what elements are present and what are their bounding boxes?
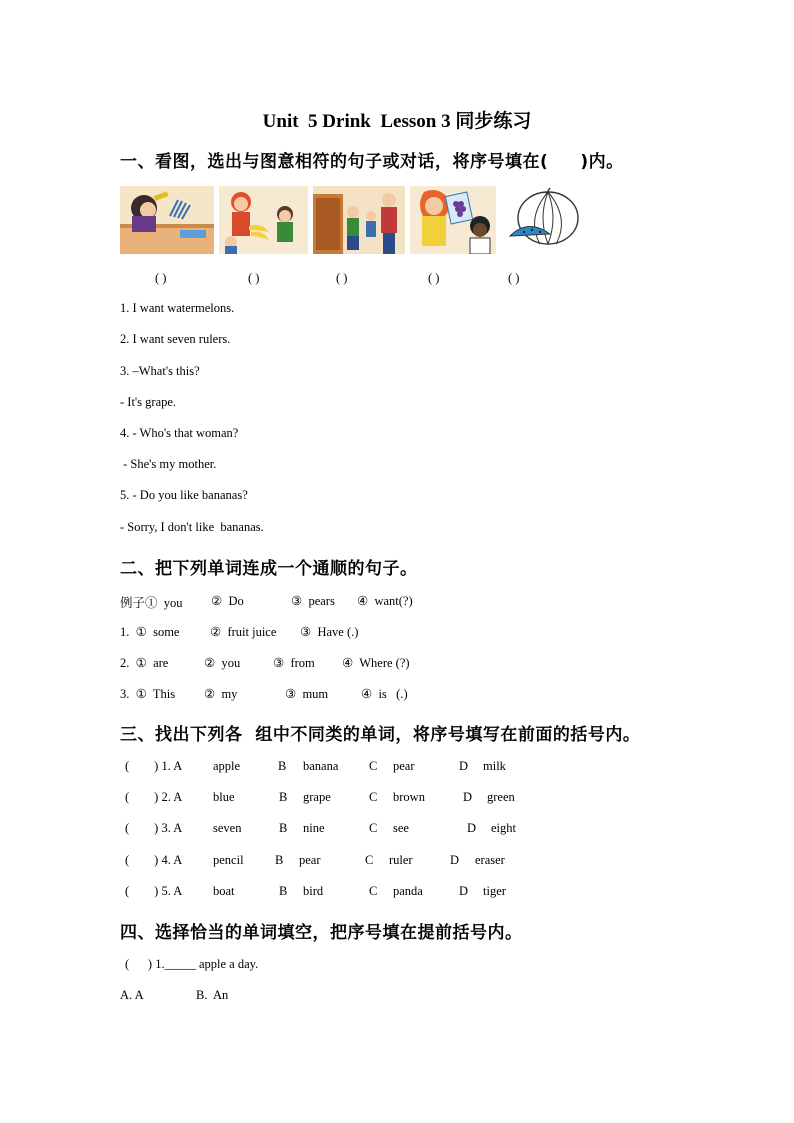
fill-blank-q1-options [120,988,420,1006]
word-3: ③ pears [291,594,335,608]
picture-girl-grapes [410,186,496,254]
word-3: ③ from [273,656,315,670]
word-4: ④ Where (?) [342,656,410,670]
word-order-q2 [120,655,520,673]
word-1: 3. ① This [120,687,176,701]
sentence-2: 2. I want seven rulers. [120,332,231,346]
picture-family-bananas [219,186,308,254]
odd-one-out-q1: ( ) 1. A apple B banana C pear D milk [125,759,506,773]
picture-teacher-rulers [120,186,214,254]
word-order-q3 [120,686,520,704]
option-a: A. A [120,988,144,1002]
odd-one-out-q4: ( ) 4. A pencil B pear C ruler D eraser [125,853,505,867]
section4-heading: 四、选择恰当的单词填空，把序号填在提前括号内。 [120,923,523,943]
section2-heading: 二、把下列单词连成一个通顺的句子。 [120,559,418,579]
word-3: ③ mum [285,687,329,701]
sentence-4: 4. - Who's that woman? [120,426,239,440]
picture-boy-mother [313,186,405,254]
odd-one-out-q3: ( ) 3. A seven B nine C see D eight [125,821,516,835]
word-2: ② Do [211,594,244,608]
answer-paren-4[interactable]: ( ) [428,271,440,285]
section1-heading: 一、看图，选出与图意相符的句子或对话，将序号填在( )内。 [120,152,624,172]
answer-paren-5[interactable]: ( ) [508,271,520,285]
word-4: ④ is (.) [361,687,408,701]
picture-watermelon [502,186,584,254]
sentence-3: 3. –What's this? [120,364,200,378]
sentence-5: 5. - Do you like bananas? [120,488,248,502]
sentence-3-answer: - It's grape. [120,395,177,409]
answer-paren-1[interactable]: ( ) [155,271,167,285]
word-order-example [120,593,520,611]
word-3: ③ Have (.) [300,625,359,639]
word-2: ② you [204,656,241,670]
word-4: ④ want(?) [357,594,413,608]
odd-one-out-q5: ( ) 5. A boat B bird C panda D tiger [125,884,506,898]
sentence-1: 1. I want watermelons. [120,301,235,315]
sentence-4-answer: - She's my mother. [120,457,217,471]
word-1: 2. ① are [120,656,169,670]
word-1: 1. ① some [120,625,180,639]
fill-blank-q1: ( ) 1._____ apple a day. [125,957,259,971]
answer-paren-2[interactable]: ( ) [248,271,260,285]
page-title: Unit 5 Drink Lesson 3 同步练习 [262,111,532,132]
option-b: B. An [196,988,229,1002]
sentence-5-answer: - Sorry, I don't like bananas. [120,520,264,534]
section3-heading: 三、找出下列各 组中不同类的单词，将序号填写在前面的括号内。 [120,725,641,745]
word-2: ② fruit juice [210,625,277,639]
answer-paren-3[interactable]: ( ) [336,271,348,285]
word-2: ② my [204,687,238,701]
word-1: 例子① you [120,596,183,610]
odd-one-out-q2: ( ) 2. A blue B grape C brown D green [125,790,515,804]
word-order-q1 [120,624,520,642]
